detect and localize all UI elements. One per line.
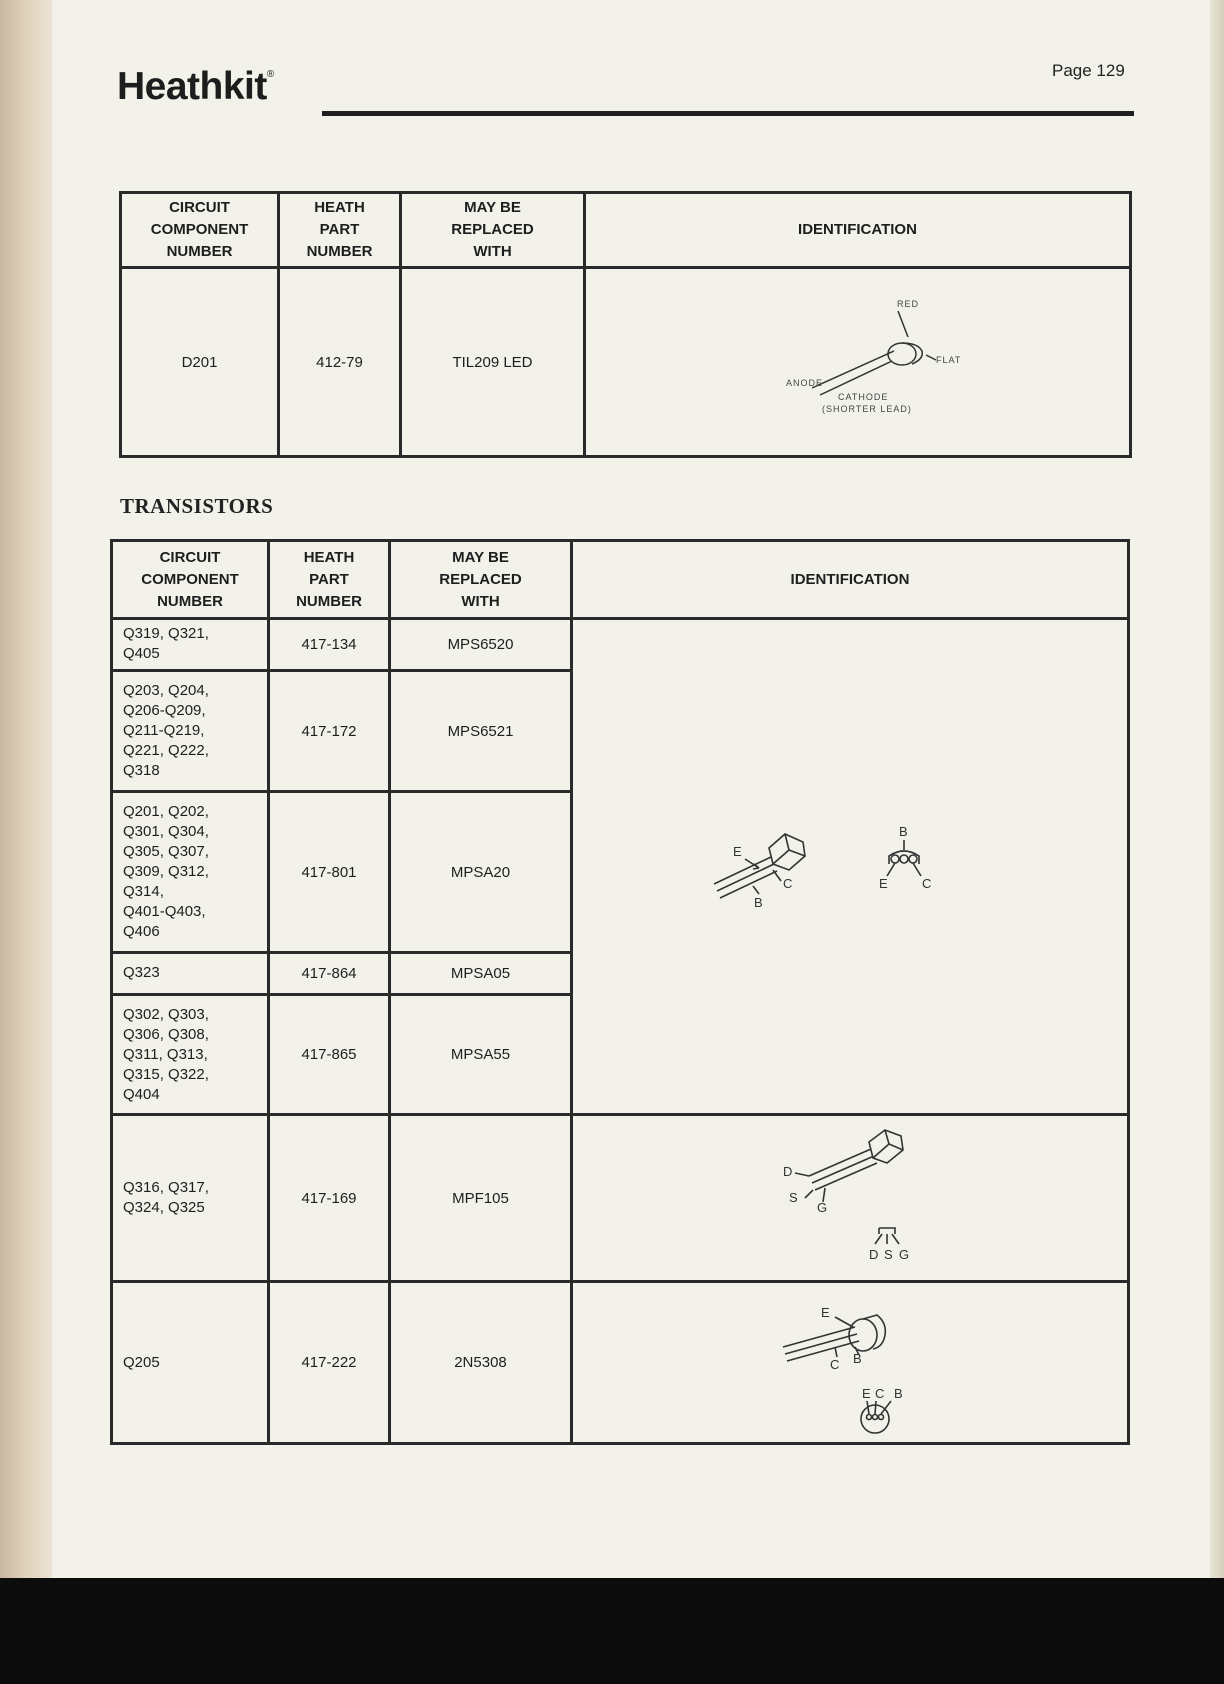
diodes-header-row xyxy=(121,193,1131,268)
heath-part-number: 417-169 xyxy=(269,1115,390,1282)
label-c: C xyxy=(783,876,793,891)
heath-part-number: 412-79 xyxy=(279,268,401,457)
led-diagram xyxy=(586,269,1132,451)
replacement-part: MPF105 xyxy=(390,1115,572,1282)
heathkit-logo xyxy=(117,65,274,109)
page-number: Page 129 xyxy=(1052,61,1125,80)
bjt-identification xyxy=(572,619,1129,1115)
col-header-heath-part: HEATH PART NUMBER xyxy=(279,193,401,268)
fet-diagram xyxy=(573,1116,1130,1276)
table-row xyxy=(121,268,1131,457)
label-s: S xyxy=(789,1190,798,1205)
registered-mark: ® xyxy=(266,69,274,80)
col-header-identification: IDENTIFICATION xyxy=(585,193,1131,268)
heath-part-number: 417-801 xyxy=(269,792,390,952)
table-row xyxy=(112,1282,1129,1444)
heath-part-number: 417-222 xyxy=(269,1282,390,1444)
col-header-replaced-with: MAY BE REPLACED WITH xyxy=(390,541,572,619)
brand-name: Heathkit xyxy=(117,65,267,108)
pinout-label-c: C xyxy=(922,876,932,891)
table-row xyxy=(112,1115,1129,1282)
label-anode: ANODE xyxy=(786,378,824,388)
replacement-part: MPS6521 xyxy=(390,670,572,792)
darlington-identification xyxy=(572,1282,1129,1444)
col-header-circuit: CIRCUIT COMPONENT NUMBER xyxy=(112,541,269,619)
pinout-label-c: C xyxy=(875,1386,885,1401)
pinout-label-g: G xyxy=(899,1247,910,1262)
transistors-table xyxy=(110,539,1130,1445)
col-header-circuit: CIRCUIT COMPONENT NUMBER xyxy=(121,193,279,268)
label-e: E xyxy=(821,1305,830,1320)
pinout-label-b: B xyxy=(894,1386,903,1401)
table-row xyxy=(112,619,1129,671)
component-number: Q316, Q317, Q324, Q325 xyxy=(112,1115,269,1282)
transistors-header-row xyxy=(112,541,1129,619)
component-number: D201 xyxy=(121,268,279,457)
darlington-diagram xyxy=(573,1283,1130,1438)
heath-part-number: 417-134 xyxy=(269,619,390,671)
fet-identification xyxy=(572,1115,1129,1282)
component-number: Q323 xyxy=(112,952,269,995)
page-edge xyxy=(1210,0,1224,1578)
replacement-part: TIL209 LED xyxy=(401,268,585,457)
label-shorter-lead: (SHORTER LEAD) xyxy=(822,404,912,414)
pinout-label-s: S xyxy=(884,1247,893,1262)
component-number: Q205 xyxy=(112,1282,269,1444)
replacement-part: MPSA55 xyxy=(390,995,572,1115)
component-number: Q319, Q321, Q405 xyxy=(112,619,269,671)
heath-part-number: 417-172 xyxy=(269,670,390,792)
bjt-diagram xyxy=(573,620,1130,1109)
heath-part-number: 417-864 xyxy=(269,952,390,995)
label-d: D xyxy=(783,1164,793,1179)
section-heading-transistors: TRANSISTORS xyxy=(120,494,274,518)
label-b: B xyxy=(853,1351,862,1366)
label-b: B xyxy=(754,895,763,910)
label-flat: FLAT xyxy=(936,355,962,365)
label-e: E xyxy=(733,844,742,859)
component-number: Q302, Q303, Q306, Q308, Q311, Q313, Q315, Q322, Q404 xyxy=(112,995,269,1115)
pinout-label-e: E xyxy=(862,1386,871,1401)
replacement-part: MPSA20 xyxy=(390,792,572,952)
label-cathode: CATHODE xyxy=(838,392,889,402)
label-c: C xyxy=(830,1357,840,1372)
replacement-part: MPSA05 xyxy=(390,952,572,995)
component-number: Q201, Q202, Q301, Q304, Q305, Q307, Q309, Q312, Q314, Q401-Q403, Q406 xyxy=(112,792,269,952)
led-identification xyxy=(585,268,1131,457)
header-rule xyxy=(322,111,1134,116)
diodes-table xyxy=(119,191,1132,458)
replacement-part: MPS6520 xyxy=(390,619,572,671)
page-binding xyxy=(0,0,52,1578)
replacement-part: 2N5308 xyxy=(390,1282,572,1444)
component-number: Q203, Q204, Q206-Q209, Q211-Q219, Q221, Q222, Q318 xyxy=(112,670,269,792)
col-header-identification: IDENTIFICATION xyxy=(572,541,1129,619)
col-header-heath-part: HEATH PART NUMBER xyxy=(269,541,390,619)
col-header-replaced-with: MAY BE REPLACED WITH xyxy=(401,193,585,268)
pinout-label-e: E xyxy=(879,876,888,891)
label-red: RED xyxy=(897,299,920,309)
heath-part-number: 417-865 xyxy=(269,995,390,1115)
label-g: G xyxy=(817,1200,828,1215)
pinout-label-b: B xyxy=(899,824,908,839)
pinout-label-d: D xyxy=(869,1247,879,1262)
